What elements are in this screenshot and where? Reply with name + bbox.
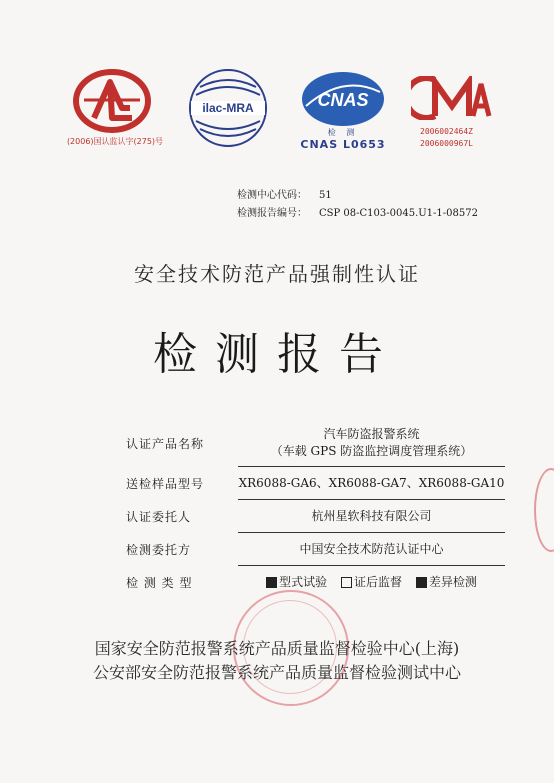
product-name-label: 认证产品名称 bbox=[126, 437, 205, 451]
ilac-mra-logo-icon bbox=[187, 67, 269, 149]
cnas-word: CNAS bbox=[317, 90, 369, 110]
edge-seal-mark-icon bbox=[534, 468, 554, 552]
model-row bbox=[120, 467, 505, 500]
cma-code-2: 2006000967L bbox=[420, 139, 473, 148]
test-type-label: 检 测 类 型 bbox=[126, 575, 193, 590]
product-name-row bbox=[120, 420, 505, 467]
cnas-logo-icon bbox=[300, 70, 386, 128]
client-value: 杭州星软科技有限公司 bbox=[238, 500, 505, 533]
center-code-value: 51 bbox=[319, 190, 332, 201]
cnas-cn-label: 检 测 bbox=[327, 128, 359, 137]
model-value: XR6088-GA6、XR6088-GA7、XR6088-GA10 bbox=[238, 467, 505, 500]
ilac-text: ilac-MRA bbox=[202, 101, 254, 115]
option-type-test: 型式试验 bbox=[266, 566, 327, 598]
report-number-line bbox=[237, 204, 478, 219]
center-code-label: 检测中心代码： bbox=[237, 190, 307, 201]
certificate-subtitle: 安全技术防范产品强制性认证 bbox=[134, 262, 420, 286]
report-info-table bbox=[120, 420, 505, 598]
checked-box-icon bbox=[266, 577, 277, 588]
option-difference-test: 差异检测 bbox=[416, 566, 477, 598]
footer-line2: 公安部安全防范报警系统产品质量监督检验测试中心 bbox=[92, 663, 461, 682]
tester-value: 中国安全技术防范认证中心 bbox=[238, 533, 505, 566]
product-name-line1: 汽车防盗报警系统 bbox=[323, 427, 420, 441]
cnas-code: CNAS L0653 bbox=[300, 138, 386, 151]
model-label: 送检样品型号 bbox=[126, 477, 205, 491]
cal-logo-icon bbox=[72, 68, 152, 134]
cma-code-1: 2006002464Z bbox=[420, 127, 473, 136]
report-title: 检测报告 bbox=[153, 329, 401, 380]
product-name-line2: （车载 GPS 防盗监控调度管理系统） bbox=[270, 444, 473, 458]
checked-box-icon bbox=[416, 577, 427, 588]
tester-label: 检测委托方 bbox=[126, 543, 192, 557]
option-post-cert-supervision: 证后监督 bbox=[341, 566, 402, 598]
center-code-line bbox=[237, 186, 332, 201]
cma-logo-icon bbox=[411, 76, 493, 120]
report-number-label: 检测报告编号： bbox=[237, 208, 307, 219]
client-label: 认证委托人 bbox=[126, 510, 192, 524]
cal-caption: (2006)国认监认字(275)号 bbox=[66, 137, 164, 146]
client-row bbox=[120, 500, 505, 533]
footer-line1: 国家安全防范报警系统产品质量监督检验中心(上海) bbox=[94, 639, 460, 658]
tester-row bbox=[120, 533, 505, 566]
product-name-value bbox=[238, 420, 505, 467]
unchecked-box-icon bbox=[341, 577, 352, 588]
report-number-value: CSP 08-C103-0045.U1-1-08572 bbox=[319, 208, 478, 219]
